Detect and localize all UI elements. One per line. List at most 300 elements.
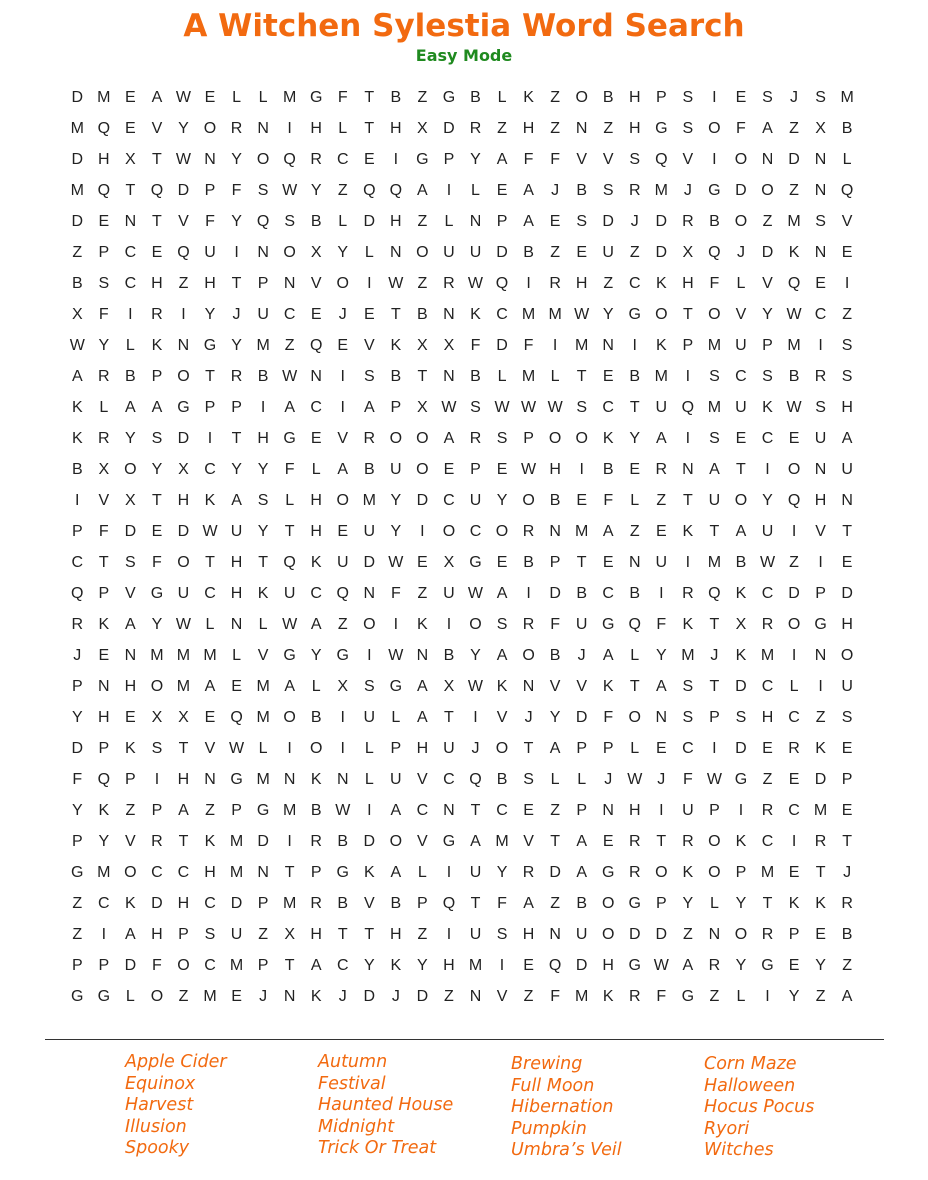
- grid-letter[interactable]: D: [655, 925, 668, 943]
- grid-letter[interactable]: G: [336, 863, 349, 881]
- grid-letter[interactable]: C: [283, 305, 296, 323]
- grid-letter[interactable]: D: [177, 522, 190, 540]
- grid-letter[interactable]: I: [712, 150, 717, 168]
- grid-letter[interactable]: C: [204, 460, 216, 478]
- grid-letter[interactable]: I: [712, 739, 717, 757]
- grid-letter[interactable]: N: [283, 987, 296, 1005]
- grid-letter[interactable]: H: [761, 708, 774, 726]
- grid-letter[interactable]: L: [444, 212, 454, 230]
- grid-letter[interactable]: M: [787, 212, 801, 230]
- grid-letter[interactable]: A: [178, 801, 189, 819]
- grid-letter[interactable]: S: [363, 677, 375, 695]
- grid-letter[interactable]: V: [682, 150, 694, 168]
- grid-letter[interactable]: Q: [628, 615, 641, 633]
- grid-letter[interactable]: Q: [336, 584, 349, 602]
- grid-letter[interactable]: W: [759, 553, 776, 571]
- grid-letter[interactable]: P: [204, 181, 216, 199]
- grid-letter[interactable]: R: [469, 119, 482, 137]
- grid-letter[interactable]: T: [815, 863, 826, 881]
- grid-letter[interactable]: L: [258, 615, 268, 633]
- grid-letter[interactable]: P: [602, 739, 614, 757]
- grid-letter[interactable]: K: [602, 987, 614, 1005]
- grid-letter[interactable]: B: [390, 367, 402, 385]
- grid-letter[interactable]: O: [655, 305, 668, 323]
- grid-letter[interactable]: W: [786, 305, 802, 323]
- grid-letter[interactable]: D: [575, 956, 588, 974]
- grid-letter[interactable]: N: [469, 212, 482, 230]
- grid-letter[interactable]: N: [814, 243, 827, 261]
- grid-letter[interactable]: M: [282, 894, 297, 912]
- grid-letter[interactable]: S: [815, 212, 826, 230]
- grid-letter[interactable]: L: [364, 770, 374, 788]
- grid-letter[interactable]: I: [181, 305, 186, 323]
- grid-letter[interactable]: H: [177, 491, 190, 509]
- grid-letter[interactable]: H: [177, 894, 190, 912]
- grid-letter[interactable]: T: [682, 305, 693, 323]
- grid-letter[interactable]: B: [735, 553, 747, 571]
- grid-letter[interactable]: A: [496, 646, 508, 664]
- grid-letter[interactable]: T: [364, 925, 375, 943]
- grid-letter[interactable]: Q: [548, 956, 562, 974]
- grid-letter[interactable]: V: [204, 739, 216, 757]
- grid-letter[interactable]: F: [470, 336, 481, 354]
- grid-letter[interactable]: Z: [523, 987, 534, 1005]
- grid-letter[interactable]: C: [124, 274, 137, 292]
- grid-letter[interactable]: Q: [71, 584, 84, 602]
- grid-letter[interactable]: A: [443, 429, 455, 447]
- grid-letter[interactable]: P: [655, 88, 667, 106]
- grid-letter[interactable]: Y: [231, 150, 242, 168]
- grid-letter[interactable]: H: [98, 150, 110, 168]
- grid-letter[interactable]: G: [708, 181, 721, 199]
- grid-letter[interactable]: D: [549, 863, 561, 881]
- grid-letter[interactable]: X: [178, 460, 189, 478]
- grid-letter[interactable]: D: [549, 584, 561, 602]
- grid-letter[interactable]: P: [204, 398, 216, 416]
- grid-letter[interactable]: Z: [417, 88, 428, 106]
- grid-letter[interactable]: X: [443, 677, 455, 695]
- grid-letter[interactable]: S: [682, 119, 694, 137]
- grid-letter[interactable]: I: [446, 615, 452, 633]
- grid-letter[interactable]: D: [124, 956, 137, 974]
- grid-letter[interactable]: Z: [603, 274, 614, 292]
- grid-letter[interactable]: Y: [98, 336, 110, 354]
- grid-letter[interactable]: K: [602, 429, 614, 447]
- grid-letter[interactable]: Q: [256, 212, 270, 230]
- grid-letter[interactable]: U: [443, 243, 455, 261]
- grid-letter[interactable]: D: [363, 553, 376, 571]
- grid-letter[interactable]: K: [204, 832, 216, 850]
- grid-letter[interactable]: R: [522, 615, 535, 633]
- grid-letter[interactable]: Q: [177, 243, 190, 261]
- grid-letter[interactable]: K: [815, 894, 826, 912]
- grid-letter[interactable]: M: [548, 305, 562, 323]
- grid-letter[interactable]: L: [842, 150, 852, 168]
- grid-letter[interactable]: S: [576, 398, 587, 416]
- grid-letter[interactable]: P: [576, 739, 587, 757]
- grid-letter[interactable]: S: [257, 491, 269, 509]
- grid-letter[interactable]: E: [125, 708, 136, 726]
- grid-letter[interactable]: K: [390, 336, 402, 354]
- grid-letter[interactable]: S: [576, 212, 587, 230]
- grid-letter[interactable]: K: [735, 646, 747, 664]
- grid-letter[interactable]: B: [71, 274, 83, 292]
- grid-letter[interactable]: O: [177, 956, 190, 974]
- grid-letter[interactable]: W: [547, 398, 563, 416]
- grid-letter[interactable]: O: [124, 863, 137, 881]
- grid-letter[interactable]: G: [203, 336, 217, 354]
- grid-letter[interactable]: S: [762, 367, 773, 385]
- grid-letter[interactable]: H: [151, 925, 163, 943]
- grid-letter[interactable]: C: [761, 584, 774, 602]
- grid-letter[interactable]: A: [602, 646, 614, 664]
- grid-letter[interactable]: Z: [682, 925, 693, 943]
- grid-letter[interactable]: B: [602, 460, 614, 478]
- grid-letter[interactable]: T: [178, 832, 189, 850]
- grid-letter[interactable]: F: [152, 553, 162, 571]
- grid-letter[interactable]: L: [232, 646, 241, 664]
- grid-letter[interactable]: E: [125, 119, 136, 137]
- grid-letter[interactable]: N: [814, 150, 827, 168]
- grid-letter[interactable]: O: [840, 646, 854, 664]
- grid-letter[interactable]: J: [73, 646, 82, 664]
- grid-letter[interactable]: T: [98, 553, 109, 571]
- grid-letter[interactable]: P: [71, 832, 83, 850]
- grid-letter[interactable]: A: [576, 832, 587, 850]
- grid-letter[interactable]: T: [231, 429, 242, 447]
- grid-letter[interactable]: S: [815, 88, 826, 106]
- grid-letter[interactable]: L: [205, 615, 215, 633]
- grid-letter[interactable]: S: [602, 181, 614, 199]
- grid-letter[interactable]: O: [708, 305, 721, 323]
- grid-letter[interactable]: R: [151, 832, 163, 850]
- grid-letter[interactable]: C: [628, 274, 641, 292]
- grid-letter[interactable]: H: [628, 119, 641, 137]
- grid-letter[interactable]: T: [629, 677, 640, 695]
- grid-letter[interactable]: I: [393, 150, 399, 168]
- grid-letter[interactable]: Q: [655, 150, 668, 168]
- grid-letter[interactable]: S: [682, 88, 694, 106]
- grid-letter[interactable]: L: [125, 336, 135, 354]
- grid-letter[interactable]: L: [736, 987, 746, 1005]
- grid-letter[interactable]: B: [576, 894, 587, 912]
- grid-letter[interactable]: Y: [470, 646, 481, 664]
- grid-letter[interactable]: C: [336, 150, 349, 168]
- grid-letter[interactable]: A: [390, 863, 402, 881]
- grid-letter[interactable]: Y: [629, 429, 641, 447]
- grid-letter[interactable]: C: [336, 956, 349, 974]
- letter-grid[interactable]: [64, 82, 860, 1012]
- grid-letter[interactable]: A: [682, 956, 694, 974]
- grid-letter[interactable]: C: [761, 832, 774, 850]
- grid-letter[interactable]: C: [761, 677, 774, 695]
- grid-letter[interactable]: O: [177, 553, 190, 571]
- grid-letter[interactable]: D: [788, 584, 800, 602]
- grid-letter[interactable]: X: [337, 677, 349, 695]
- grid-letter[interactable]: D: [628, 925, 641, 943]
- grid-letter[interactable]: E: [337, 336, 349, 354]
- grid-letter[interactable]: E: [98, 212, 110, 230]
- grid-letter[interactable]: H: [628, 801, 641, 819]
- grid-letter[interactable]: L: [577, 770, 587, 788]
- grid-letter[interactable]: Y: [735, 894, 747, 912]
- grid-letter[interactable]: Y: [231, 336, 242, 354]
- grid-letter[interactable]: O: [124, 460, 137, 478]
- grid-letter[interactable]: T: [842, 522, 853, 540]
- grid-letter[interactable]: G: [309, 88, 323, 106]
- grid-letter[interactable]: A: [576, 863, 587, 881]
- grid-letter[interactable]: B: [523, 553, 534, 571]
- grid-letter[interactable]: E: [735, 429, 747, 447]
- grid-letter[interactable]: B: [390, 894, 402, 912]
- grid-letter[interactable]: W: [388, 553, 404, 571]
- grid-letter[interactable]: K: [682, 863, 694, 881]
- grid-letter[interactable]: Q: [708, 584, 721, 602]
- grid-letter[interactable]: M: [203, 646, 217, 664]
- grid-letter[interactable]: E: [310, 305, 322, 323]
- grid-letter[interactable]: B: [788, 367, 800, 385]
- grid-letter[interactable]: D: [575, 708, 588, 726]
- grid-letter[interactable]: D: [363, 212, 376, 230]
- grid-letter[interactable]: T: [284, 522, 295, 540]
- grid-letter[interactable]: Y: [231, 212, 242, 230]
- grid-letter[interactable]: M: [813, 801, 828, 819]
- grid-letter[interactable]: O: [761, 181, 774, 199]
- grid-letter[interactable]: H: [310, 925, 322, 943]
- grid-letter[interactable]: O: [601, 925, 615, 943]
- grid-letter[interactable]: Y: [417, 956, 428, 974]
- grid-letter[interactable]: L: [630, 491, 640, 509]
- grid-letter[interactable]: P: [98, 739, 110, 757]
- grid-letter[interactable]: U: [390, 460, 402, 478]
- grid-letter[interactable]: R: [761, 801, 774, 819]
- grid-letter[interactable]: N: [469, 987, 482, 1005]
- grid-letter[interactable]: D: [443, 119, 455, 137]
- grid-letter[interactable]: A: [523, 212, 534, 230]
- grid-letter[interactable]: R: [708, 956, 721, 974]
- grid-letter[interactable]: A: [841, 429, 853, 447]
- grid-letter[interactable]: S: [841, 367, 853, 385]
- grid-letter[interactable]: Y: [231, 460, 242, 478]
- grid-letter[interactable]: U: [841, 460, 853, 478]
- grid-letter[interactable]: Q: [787, 491, 801, 509]
- grid-letter[interactable]: K: [655, 336, 667, 354]
- grid-letter[interactable]: E: [151, 243, 163, 261]
- grid-letter[interactable]: N: [124, 646, 137, 664]
- grid-letter[interactable]: P: [762, 336, 773, 354]
- grid-letter[interactable]: K: [815, 739, 826, 757]
- grid-letter[interactable]: F: [709, 274, 720, 292]
- grid-letter[interactable]: I: [234, 243, 239, 261]
- grid-letter[interactable]: D: [735, 677, 747, 695]
- grid-letter[interactable]: M: [70, 119, 84, 137]
- grid-letter[interactable]: R: [814, 367, 827, 385]
- grid-letter[interactable]: N: [443, 801, 455, 819]
- grid-letter[interactable]: D: [655, 243, 668, 261]
- grid-letter[interactable]: Z: [629, 522, 640, 540]
- grid-letter[interactable]: T: [709, 615, 720, 633]
- grid-letter[interactable]: V: [417, 770, 428, 788]
- grid-letter[interactable]: V: [257, 646, 269, 664]
- grid-letter[interactable]: F: [603, 491, 614, 509]
- grid-letter[interactable]: B: [841, 119, 853, 137]
- grid-letter[interactable]: Q: [309, 336, 323, 354]
- grid-letter[interactable]: Y: [496, 863, 508, 881]
- grid-letter[interactable]: D: [735, 739, 747, 757]
- grid-letter[interactable]: U: [655, 398, 668, 416]
- grid-letter[interactable]: A: [125, 615, 136, 633]
- grid-letter[interactable]: A: [390, 801, 402, 819]
- grid-letter[interactable]: T: [390, 305, 401, 323]
- grid-letter[interactable]: Q: [283, 553, 296, 571]
- grid-letter[interactable]: S: [125, 553, 136, 571]
- grid-letter[interactable]: D: [71, 150, 84, 168]
- grid-letter[interactable]: U: [230, 522, 243, 540]
- grid-letter[interactable]: K: [257, 584, 269, 602]
- grid-letter[interactable]: Z: [656, 491, 667, 509]
- grid-letter[interactable]: T: [576, 367, 587, 385]
- grid-letter[interactable]: B: [576, 181, 587, 199]
- grid-letter[interactable]: L: [311, 460, 321, 478]
- grid-letter[interactable]: E: [841, 739, 853, 757]
- grid-letter[interactable]: B: [363, 460, 375, 478]
- grid-letter[interactable]: M: [97, 88, 111, 106]
- grid-letter[interactable]: O: [495, 522, 509, 540]
- grid-letter[interactable]: E: [602, 367, 614, 385]
- grid-letter[interactable]: S: [151, 429, 163, 447]
- grid-letter[interactable]: C: [602, 398, 614, 416]
- grid-letter[interactable]: I: [712, 88, 717, 106]
- grid-letter[interactable]: W: [229, 739, 245, 757]
- grid-letter[interactable]: U: [469, 243, 482, 261]
- grid-letter[interactable]: T: [152, 150, 162, 168]
- grid-letter[interactable]: Z: [550, 894, 560, 912]
- grid-letter[interactable]: D: [814, 770, 827, 788]
- grid-letter[interactable]: F: [98, 522, 109, 540]
- grid-letter[interactable]: O: [177, 367, 190, 385]
- grid-letter[interactable]: H: [602, 956, 614, 974]
- grid-letter[interactable]: W: [467, 677, 484, 695]
- grid-letter[interactable]: N: [814, 181, 827, 199]
- grid-letter[interactable]: F: [231, 181, 242, 199]
- grid-letter[interactable]: L: [789, 677, 799, 695]
- grid-letter[interactable]: V: [363, 894, 375, 912]
- grid-letter[interactable]: M: [760, 646, 775, 664]
- grid-letter[interactable]: Z: [603, 119, 614, 137]
- grid-letter[interactable]: E: [443, 460, 455, 478]
- grid-letter[interactable]: N: [204, 150, 216, 168]
- grid-letter[interactable]: I: [526, 584, 531, 602]
- grid-letter[interactable]: P: [310, 863, 322, 881]
- grid-letter[interactable]: V: [762, 274, 773, 292]
- grid-letter[interactable]: Q: [150, 181, 164, 199]
- grid-letter[interactable]: T: [125, 181, 136, 199]
- grid-letter[interactable]: N: [283, 274, 296, 292]
- grid-letter[interactable]: P: [231, 398, 242, 416]
- grid-letter[interactable]: M: [229, 956, 244, 974]
- grid-letter[interactable]: R: [814, 832, 827, 850]
- grid-letter[interactable]: J: [683, 181, 692, 199]
- grid-letter[interactable]: X: [443, 553, 455, 571]
- grid-letter[interactable]: A: [284, 677, 295, 695]
- grid-letter[interactable]: L: [364, 243, 374, 261]
- grid-letter[interactable]: X: [178, 708, 189, 726]
- grid-letter[interactable]: Z: [337, 181, 348, 199]
- grid-letter[interactable]: U: [363, 708, 376, 726]
- grid-letter[interactable]: U: [735, 336, 747, 354]
- grid-letter[interactable]: E: [151, 522, 163, 540]
- grid-letter[interactable]: N: [177, 336, 190, 354]
- grid-letter[interactable]: F: [205, 212, 215, 230]
- grid-letter[interactable]: J: [630, 212, 639, 230]
- grid-letter[interactable]: P: [496, 212, 508, 230]
- grid-letter[interactable]: A: [470, 832, 481, 850]
- grid-letter[interactable]: I: [446, 181, 452, 199]
- grid-letter[interactable]: B: [549, 491, 561, 509]
- grid-letter[interactable]: Z: [125, 801, 136, 819]
- grid-letter[interactable]: E: [363, 150, 375, 168]
- grid-letter[interactable]: T: [364, 119, 375, 137]
- grid-letter[interactable]: P: [98, 243, 110, 261]
- grid-letter[interactable]: O: [150, 987, 164, 1005]
- grid-letter[interactable]: C: [761, 429, 774, 447]
- grid-letter[interactable]: T: [152, 491, 162, 509]
- grid-letter[interactable]: L: [417, 863, 427, 881]
- grid-letter[interactable]: F: [152, 956, 162, 974]
- grid-letter[interactable]: M: [654, 181, 668, 199]
- grid-letter[interactable]: E: [496, 553, 508, 571]
- grid-letter[interactable]: I: [367, 801, 372, 819]
- grid-letter[interactable]: A: [151, 88, 163, 106]
- grid-letter[interactable]: G: [681, 987, 695, 1005]
- grid-letter[interactable]: I: [340, 708, 345, 726]
- grid-letter[interactable]: J: [391, 987, 400, 1005]
- grid-letter[interactable]: O: [734, 491, 748, 509]
- grid-letter[interactable]: W: [175, 615, 192, 633]
- grid-letter[interactable]: C: [496, 801, 508, 819]
- grid-letter[interactable]: S: [709, 367, 720, 385]
- grid-letter[interactable]: L: [364, 739, 374, 757]
- grid-letter[interactable]: H: [443, 956, 455, 974]
- grid-letter[interactable]: G: [71, 863, 84, 881]
- grid-letter[interactable]: W: [282, 367, 298, 385]
- grid-letter[interactable]: J: [551, 181, 560, 199]
- grid-letter[interactable]: T: [337, 925, 348, 943]
- grid-letter[interactable]: L: [550, 770, 560, 788]
- grid-letter[interactable]: Y: [151, 460, 163, 478]
- grid-letter[interactable]: J: [843, 863, 852, 881]
- grid-letter[interactable]: D: [496, 336, 508, 354]
- grid-letter[interactable]: A: [337, 460, 349, 478]
- grid-letter[interactable]: C: [204, 894, 216, 912]
- grid-letter[interactable]: E: [762, 739, 773, 757]
- grid-letter[interactable]: L: [497, 88, 507, 106]
- grid-letter[interactable]: A: [125, 398, 136, 416]
- grid-letter[interactable]: I: [446, 925, 452, 943]
- grid-letter[interactable]: T: [709, 522, 720, 540]
- grid-letter[interactable]: T: [576, 553, 587, 571]
- grid-letter[interactable]: V: [125, 584, 136, 602]
- grid-letter[interactable]: H: [814, 491, 827, 509]
- grid-letter[interactable]: E: [841, 553, 853, 571]
- grid-letter[interactable]: R: [628, 181, 641, 199]
- grid-letter[interactable]: Z: [709, 987, 720, 1005]
- grid-letter[interactable]: U: [841, 677, 853, 695]
- grid-letter[interactable]: H: [628, 88, 641, 106]
- grid-letter[interactable]: A: [125, 925, 136, 943]
- grid-letter[interactable]: G: [230, 770, 243, 788]
- grid-letter[interactable]: Z: [417, 584, 428, 602]
